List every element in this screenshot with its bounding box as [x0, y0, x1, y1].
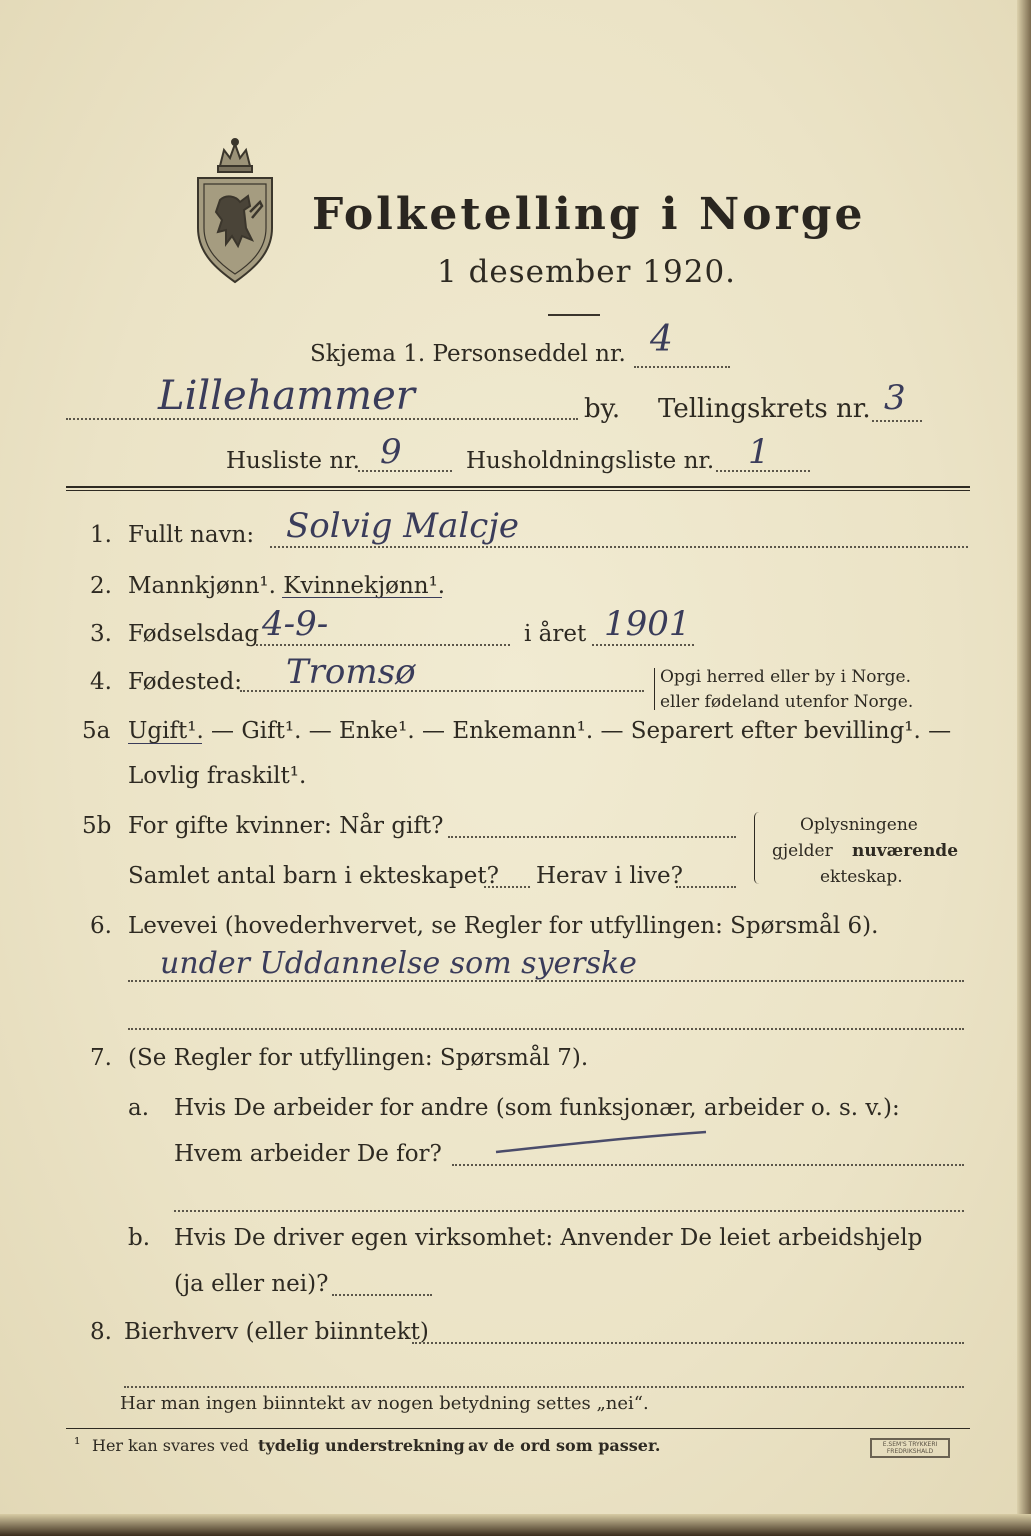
footnote-text-b: tydelig understrekning	[258, 1436, 465, 1455]
q7a-employer-label: Hvem arbeider De for?	[174, 1141, 442, 1167]
q3-year-value: 1901	[604, 604, 691, 644]
q5b-note-line1: Oplysningene	[800, 815, 918, 835]
q4-number: 4.	[90, 669, 112, 695]
q6-number: 6.	[90, 913, 112, 939]
q7b-question: Hvis De driver egen virksomhet: Anvender De leiet arbeidshjelp	[174, 1225, 923, 1251]
q8-line	[412, 1342, 964, 1344]
q5b-children-line	[484, 886, 530, 888]
footnote-mark: ¹	[74, 1434, 81, 1453]
q7-number: 7.	[90, 1045, 112, 1071]
husliste-value: 9	[380, 432, 402, 472]
town-value: Lillehammer	[158, 373, 415, 419]
footnote-text-a: Her kan svares ved	[92, 1436, 249, 1455]
q5b-married-when-label: For gifte kvinner: Når gift?	[128, 813, 444, 839]
q7b-letter: b.	[128, 1225, 151, 1251]
printer-stamp-line1: E.SEM'S TRYKKERI	[882, 1441, 938, 1448]
personseddel-value: 4	[650, 319, 673, 360]
q1-value: Solvig Malcje	[286, 506, 519, 546]
husliste-line	[358, 470, 452, 472]
q7a-letter: a.	[128, 1095, 150, 1121]
q6-label: Levevei (hovederhvervet, se Regler for utfyllingen: Spørsmål 6).	[128, 913, 879, 939]
q5b-married-when-line	[448, 836, 736, 838]
q5b-note-brace	[754, 812, 759, 884]
printer-stamp	[870, 1438, 950, 1458]
q5b-note-line2b: nuværende	[852, 841, 959, 861]
q6-line1	[128, 980, 964, 982]
q4-note-brace	[654, 668, 659, 710]
q3-day-line	[256, 644, 510, 646]
q5b-number: 5b	[82, 813, 112, 839]
q2-underline-kvinnekjonn	[282, 597, 442, 598]
q5a-underline-ugift	[128, 743, 202, 744]
q5b-note-line3: ekteskap.	[820, 867, 903, 887]
q3-number: 3.	[90, 621, 112, 647]
personseddel-label: Skjema 1. Personseddel nr.	[310, 341, 626, 367]
q6-line2	[128, 1028, 964, 1030]
q3-day-value: 4-9-	[262, 604, 329, 644]
footnote-text-c: av de ord som passer.	[468, 1436, 661, 1455]
header-double-rule	[66, 486, 970, 491]
q5a-marital-options-cont: Lovlig fraskilt¹.	[128, 763, 307, 789]
husholdningsliste-value: 1	[748, 432, 770, 472]
tellingskrets-line	[872, 420, 922, 422]
q3-year-label: i året	[524, 621, 587, 647]
q1-line	[270, 546, 968, 548]
norwegian-coat-of-arms-icon	[190, 136, 280, 286]
paper-edge-bottom	[0, 1514, 1031, 1536]
footnote-divider	[66, 1428, 970, 1429]
q7a-employer-line	[452, 1164, 964, 1166]
q4-note-line1: Opgi herred eller by i Norge.	[660, 667, 911, 687]
form-title: Folketelling i Norge	[312, 189, 866, 240]
q8-number: 8.	[90, 1319, 112, 1345]
q2-gender-options: Mannkjønn¹. Kvinnekjønn¹.	[128, 573, 446, 599]
tellingskrets-label: Tellingskrets nr.	[658, 394, 871, 424]
q5a-number: 5a	[82, 718, 111, 744]
q6-value: under Uddannelse som syerske	[160, 946, 637, 981]
q8-label: Bierhverv (eller biinntekt)	[124, 1319, 429, 1345]
q3-year-line	[592, 644, 694, 646]
no-income-note: Har man ingen biinntekt av nogen betydning settes „nei“.	[120, 1393, 649, 1414]
by-label: by.	[584, 394, 621, 424]
paper-edge-right	[1017, 0, 1031, 1536]
husholdningsliste-label: Husholdningsliste nr.	[466, 448, 715, 474]
q4-value: Tromsø	[286, 652, 416, 692]
q3-label: Fødselsdag	[128, 621, 260, 647]
q5b-alive-line	[676, 886, 736, 888]
q2-number: 2.	[90, 573, 112, 599]
q1-number: 1.	[90, 522, 112, 548]
q7b-yes-no-label: (ja eller nei)?	[174, 1271, 329, 1297]
q5b-note-line2a: gjelder	[772, 841, 833, 861]
q4-label: Fødested:	[128, 669, 243, 695]
title-divider	[548, 314, 600, 316]
q1-label: Fullt navn:	[128, 522, 255, 548]
q7b-yes-no-line	[332, 1294, 432, 1296]
q8-extra-line	[124, 1386, 964, 1388]
q7a-handwritten-stroke	[492, 1128, 712, 1158]
personseddel-line	[634, 366, 730, 368]
husliste-label: Husliste nr.	[226, 448, 360, 474]
q5b-children-label: Samlet antal barn i ekteskapet?	[128, 863, 499, 889]
q5a-marital-options: Ugift¹. — Gift¹. — Enke¹. — Enkemann¹. — Separert efter bevilling¹. —	[128, 718, 952, 744]
q7-label: (Se Regler for utfyllingen: Spørsmål 7).	[128, 1045, 589, 1071]
q7a-question: Hvis De arbeider for andre (som funksjonær, arbeider o. s. v.):	[174, 1095, 900, 1121]
printer-stamp-line2: FREDRIKSHALD	[886, 1448, 934, 1455]
q4-note-line2: eller fødeland utenfor Norge.	[660, 692, 914, 712]
tellingskrets-value: 3	[884, 378, 906, 418]
q7a-extra-line	[174, 1210, 964, 1212]
q5b-alive-label: Herav i live?	[536, 863, 683, 889]
census-date: 1 desember 1920.	[437, 254, 737, 290]
